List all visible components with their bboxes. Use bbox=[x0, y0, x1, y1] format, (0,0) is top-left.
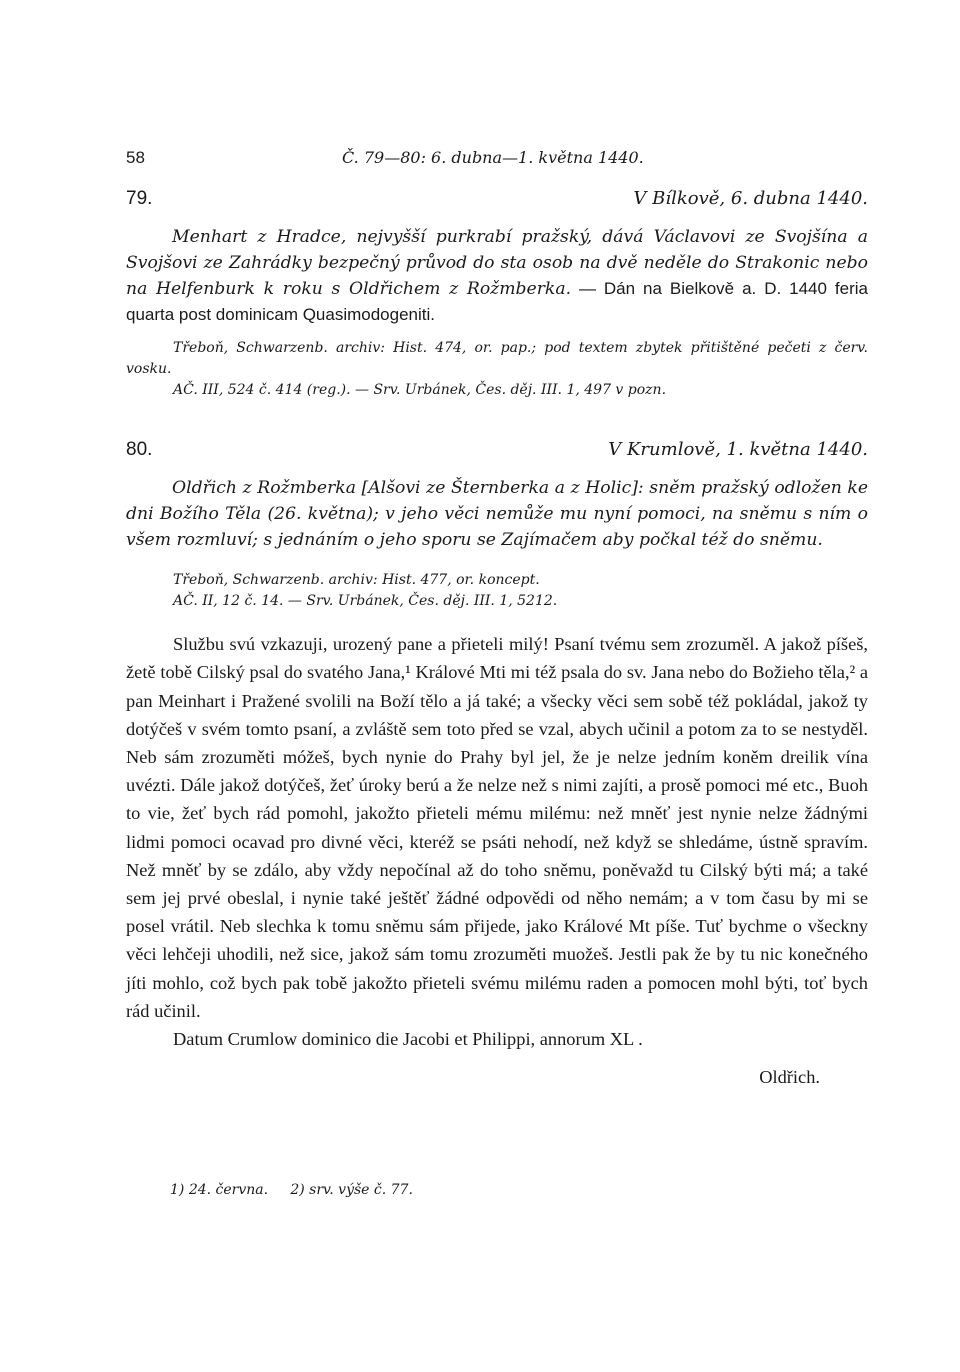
doc80-number: 80. bbox=[126, 439, 153, 460]
doc80-letter-text bbox=[126, 630, 868, 1053]
page-number: 58 bbox=[126, 148, 145, 167]
doc79-apparatus bbox=[126, 338, 868, 401]
doc80-signature: Oldřich. bbox=[759, 1067, 820, 1088]
doc79-regest bbox=[126, 224, 868, 328]
running-title: Č. 79—80: 6. dubna—1. května 1440. bbox=[342, 148, 644, 167]
doc80-source: Třeboň, Schwarzenb. archiv: Hist. 477, or. koncept. bbox=[173, 572, 540, 589]
doc80-regest: Oldřich z Rožmberka [Alšovi ze Šternberka a z Holic]: sněm pražský odložen ke dni Božího Těla (26. května); v jeho věci nemůže mu nyní pomoci, na sněmu s ním o všem rozmluví; s jednáním o jeho sporu se Zajímačem aby počkal též do sněmu. bbox=[126, 478, 868, 550]
page bbox=[126, 138, 868, 1088]
doc80-dating-clause: Datum Crumlow dominico die Jacobi et Philippi, annorum XL . bbox=[173, 1029, 643, 1050]
doc79-edition: AČ. III, 524 č. 414 (reg.). — Srv. Urbánek, Čes. děj. III. 1, 497 v pozn. bbox=[173, 382, 667, 398]
doc80-place-date: V Krumlově, 1. května 1440. bbox=[608, 439, 868, 460]
doc80-letter-paragraph: Službu svú vzkazuji, urozený pane a přieteli milý! Psaní tvému sem zrozuměl. A jakož píšeš, žetě tobě Cilský psal do svatého Jana,¹ Králové Mti mi též psala do sv. Jana nebo do Božieho těla,² a pan Meinhart i Pražené svolili na Boží tělo a já také; a všecky věci sem sobě též pokládal, jakož ty dotýčeš v svém tomto psaní, a zvláště sem toto před se vzal, abych učinil a potom za to se nestyděl. Neb sám zrozuměti móžeš, bych nynie do Prahy byl jel, že je nelze jedním koněm dreilik vína uvézti. Dále jakož dotýčeš, žeť úroky berú a že nelze než s nimi zajíti, a prosě pomoci mé etc., Buoh to vie, žeť bych rád pomohl, jakožto přieteli mému milému: než mněť jest nynie nelze žádnými lidmi pomoci ocavad pro divné věci, kteréž se psáti nehodí, než když se shledáme, ústně spravím. Než mněť by se zdálo, aby vždy nepočínal až do toho sněmu, poněvažd tu Cilský býti má; a také sem jej prvé obeslal, i nynie také ještěť žádné odpovědi od něho nemám; a v tom času by mi se posel vrátil. Neb slechka k tomu sněmu sám přijede, jako Králové Mt píše. Tuť bychme o všeckny věci lehčeji uhodili, než sice, jakož sám tomu zrozuměti muožeš. Jestli pak že by tu nic konečného jíti mohlo, což bych pak tobě jakožto přieteli svému milému raden a pomocen mohl býti, toť bych rád učinil. bbox=[126, 634, 868, 1021]
doc80-header bbox=[126, 439, 868, 469]
doc79-regest-italic: Menhart z Hradce, nejvyšší purkrabí pražský, dává Václavovi ze Svojšína a Svojšovi ze Zahrádky bezpečný průvod do sta osob na dvě neděle do Strakonic nebo na Helfenburk k roku s Oldřichem z Rožmberka. bbox=[126, 227, 868, 299]
doc79-source: Třeboň, Schwarzenb. archiv: Hist. 474, or. pap.; pod textem zbytek přitištěné pečeti z červ. vosku. bbox=[126, 340, 868, 377]
doc79-regest-dated: — Dán na Bielkově a. D. 1440 feria quarta post dominicam Quasimodogeniti. bbox=[126, 279, 868, 324]
doc79-header bbox=[126, 188, 868, 218]
doc79-number: 79. bbox=[126, 188, 153, 209]
doc79-place-date: V Bílkově, 6. dubna 1440. bbox=[633, 188, 868, 209]
running-head bbox=[126, 138, 868, 167]
doc80-edition: AČ. II, 12 č. 14. — Srv. Urbánek, Čes. děj. III. 1, 5212. bbox=[173, 593, 558, 610]
footnotes: 1) 24. června. 2) srv. výše č. 77. bbox=[170, 1182, 413, 1198]
doc80-apparatus bbox=[126, 570, 868, 612]
